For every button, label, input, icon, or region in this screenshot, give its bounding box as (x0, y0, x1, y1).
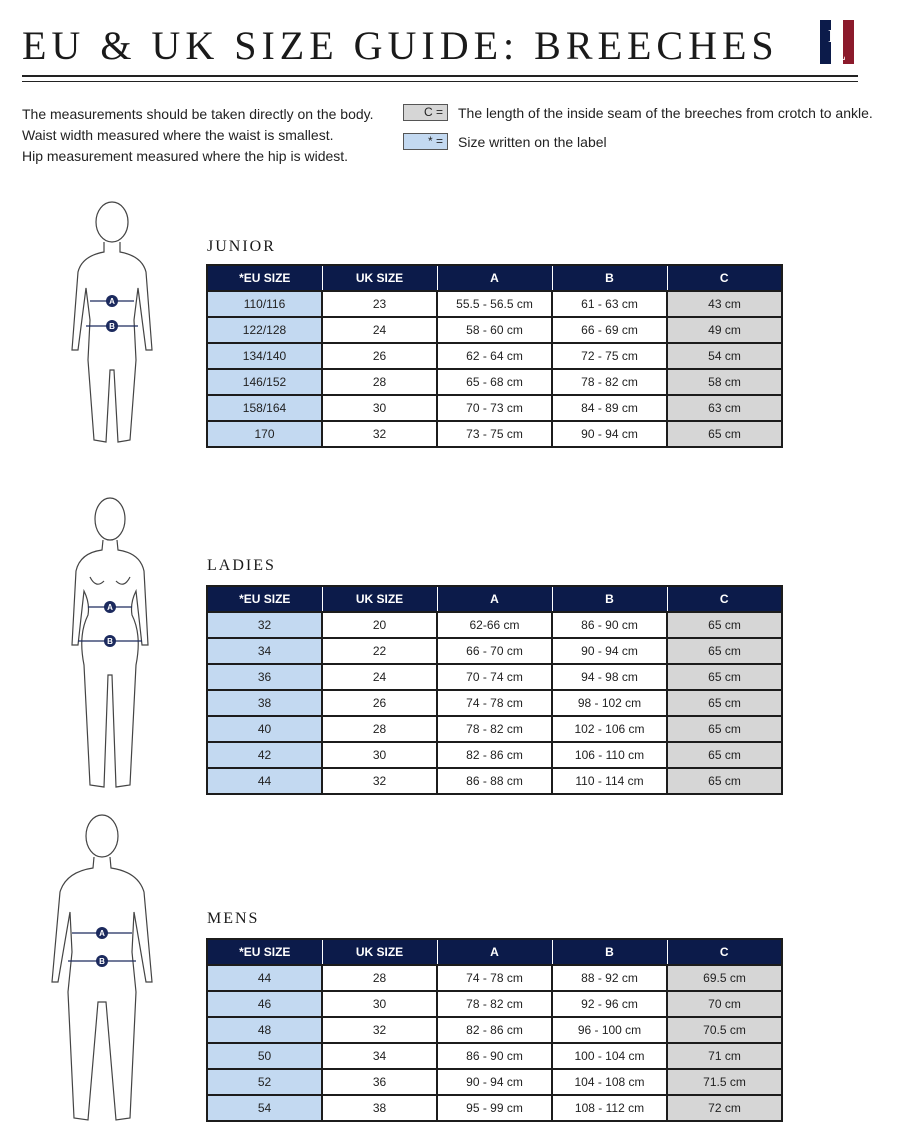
cell-b: 108 - 112 cm (552, 1095, 667, 1121)
cell-a: 58 - 60 cm (437, 317, 552, 343)
cell-b: 90 - 94 cm (552, 638, 667, 664)
cell-c: 69.5 cm (667, 965, 782, 991)
table-row (207, 690, 782, 716)
cell-b: 90 - 94 cm (552, 421, 667, 447)
cell-b: 88 - 92 cm (552, 965, 667, 991)
col-header-b: B (552, 586, 667, 612)
table-header-row (207, 939, 782, 965)
legend-text-c: The length of the inside seam of the breeches from crotch to ankle. (458, 104, 873, 121)
cell-b: 84 - 89 cm (552, 395, 667, 421)
title-rule-thick (22, 75, 858, 77)
col-header-uk: UK SIZE (322, 939, 437, 965)
cell-a: 74 - 78 cm (437, 965, 552, 991)
cell-b: 96 - 100 cm (552, 1017, 667, 1043)
cell-uk: 30 (322, 742, 437, 768)
cell-a: 74 - 78 cm (437, 690, 552, 716)
cell-c: 65 cm (667, 690, 782, 716)
table-row (207, 612, 782, 638)
col-header-c: C (667, 939, 782, 965)
cell-c: 63 cm (667, 395, 782, 421)
cell-c: 65 cm (667, 612, 782, 638)
cell-uk: 23 (322, 291, 437, 317)
cell-a: 70 - 73 cm (437, 395, 552, 421)
cell-uk: 30 (322, 395, 437, 421)
cell-a: 82 - 86 cm (437, 1017, 552, 1043)
cell-eu: 122/128 (207, 317, 322, 343)
cell-uk: 28 (322, 716, 437, 742)
cell-b: 104 - 108 cm (552, 1069, 667, 1095)
cell-a: 62 - 64 cm (437, 343, 552, 369)
cell-uk: 28 (322, 369, 437, 395)
size-table-mens (206, 938, 783, 1122)
junior-body-figure-icon (60, 200, 160, 450)
intro-line: The measurements should be taken directly on the body. (22, 106, 374, 122)
figure-marker-a: A (107, 603, 113, 612)
section-title-junior: JUNIOR (207, 238, 276, 255)
table-row (207, 395, 782, 421)
cell-eu: 52 (207, 1069, 322, 1095)
legend-text-eu: Size written on the label (458, 133, 607, 150)
cell-eu: 146/152 (207, 369, 322, 395)
col-header-a: A (437, 939, 552, 965)
cell-b: 61 - 63 cm (552, 291, 667, 317)
cell-b: 100 - 104 cm (552, 1043, 667, 1069)
col-header-eu: *EU SIZE (207, 265, 322, 291)
table-header-row (207, 586, 782, 612)
table-row (207, 1017, 782, 1043)
table-row (207, 1069, 782, 1095)
legend-item-c (403, 104, 873, 121)
ladies-body-figure-icon (60, 495, 160, 795)
cell-c: 65 cm (667, 716, 782, 742)
cell-eu: 46 (207, 991, 322, 1017)
col-header-eu: *EU SIZE (207, 939, 322, 965)
cell-c: 70.5 cm (667, 1017, 782, 1043)
cell-a: 86 - 90 cm (437, 1043, 552, 1069)
cell-eu: 50 (207, 1043, 322, 1069)
cell-c: 65 cm (667, 664, 782, 690)
table-row (207, 369, 782, 395)
cell-a: 90 - 94 cm (437, 1069, 552, 1095)
col-header-c: C (667, 586, 782, 612)
cell-eu: 44 (207, 965, 322, 991)
cell-c: 71.5 cm (667, 1069, 782, 1095)
table-row (207, 291, 782, 317)
figure-marker-b: B (109, 322, 115, 331)
cell-uk: 32 (322, 421, 437, 447)
page-title: EU & UK SIZE GUIDE: BREECHES (22, 23, 779, 68)
cell-c: 65 cm (667, 742, 782, 768)
cell-b: 106 - 110 cm (552, 742, 667, 768)
cell-uk: 26 (322, 690, 437, 716)
cell-eu: 158/164 (207, 395, 322, 421)
cell-uk: 34 (322, 1043, 437, 1069)
cell-eu: 134/140 (207, 343, 322, 369)
table-row (207, 742, 782, 768)
cell-eu: 48 (207, 1017, 322, 1043)
cell-uk: 22 (322, 638, 437, 664)
col-header-b: B (552, 939, 667, 965)
cell-a: 78 - 82 cm (437, 716, 552, 742)
intro-line: Hip measurement measured where the hip is widest. (22, 148, 349, 164)
figure-marker-b: B (107, 637, 113, 646)
cell-b: 66 - 69 cm (552, 317, 667, 343)
brand-logo-icon (820, 20, 854, 64)
mens-body-figure-icon (48, 812, 153, 1127)
table-row (207, 1095, 782, 1121)
cell-b: 86 - 90 cm (552, 612, 667, 638)
col-header-eu: *EU SIZE (207, 586, 322, 612)
cell-uk: 28 (322, 965, 437, 991)
cell-uk: 30 (322, 991, 437, 1017)
cell-a: 82 - 86 cm (437, 742, 552, 768)
cell-uk: 38 (322, 1095, 437, 1121)
cell-b: 102 - 106 cm (552, 716, 667, 742)
section-title-mens: MENS (207, 910, 260, 927)
cell-eu: 40 (207, 716, 322, 742)
cell-a: 78 - 82 cm (437, 991, 552, 1017)
cell-eu: 34 (207, 638, 322, 664)
table-row (207, 317, 782, 343)
col-header-a: A (437, 586, 552, 612)
intro-text (22, 104, 374, 167)
svg-text:K: K (828, 26, 841, 46)
cell-c: 65 cm (667, 638, 782, 664)
size-table-ladies (206, 585, 783, 795)
cell-b: 110 - 114 cm (552, 768, 667, 794)
cell-uk: 32 (322, 1017, 437, 1043)
legend-item-eu (403, 133, 607, 150)
cell-a: 62-66 cm (437, 612, 552, 638)
cell-c: 70 cm (667, 991, 782, 1017)
cell-c: 72 cm (667, 1095, 782, 1121)
size-table-junior (206, 264, 783, 448)
cell-a: 95 - 99 cm (437, 1095, 552, 1121)
cell-eu: 44 (207, 768, 322, 794)
cell-uk: 36 (322, 1069, 437, 1095)
cell-a: 86 - 88 cm (437, 768, 552, 794)
table-row (207, 965, 782, 991)
cell-c: 71 cm (667, 1043, 782, 1069)
figure-marker-b: B (99, 957, 105, 966)
cell-b: 94 - 98 cm (552, 664, 667, 690)
cell-eu: 170 (207, 421, 322, 447)
cell-c: 58 cm (667, 369, 782, 395)
table-row (207, 768, 782, 794)
intro-line: Waist width measured where the waist is smallest. (22, 127, 334, 143)
table-row (207, 991, 782, 1017)
cell-b: 72 - 75 cm (552, 343, 667, 369)
cell-a: 65 - 68 cm (437, 369, 552, 395)
col-header-b: B (552, 265, 667, 291)
cell-c: 65 cm (667, 421, 782, 447)
cell-eu: 36 (207, 664, 322, 690)
cell-a: 70 - 74 cm (437, 664, 552, 690)
cell-c: 65 cm (667, 768, 782, 794)
col-header-a: A (437, 265, 552, 291)
cell-a: 55.5 - 56.5 cm (437, 291, 552, 317)
cell-uk: 32 (322, 768, 437, 794)
title-rule-thin (22, 81, 858, 82)
cell-uk: 24 (322, 664, 437, 690)
table-row (207, 638, 782, 664)
figure-marker-a: A (99, 929, 105, 938)
cell-a: 66 - 70 cm (437, 638, 552, 664)
col-header-uk: UK SIZE (322, 265, 437, 291)
col-header-uk: UK SIZE (322, 586, 437, 612)
cell-c: 49 cm (667, 317, 782, 343)
section-title-ladies: LADIES (207, 557, 276, 574)
cell-b: 98 - 102 cm (552, 690, 667, 716)
col-header-c: C (667, 265, 782, 291)
legend-key-eu: * = (403, 133, 448, 150)
cell-b: 78 - 82 cm (552, 369, 667, 395)
cell-uk: 26 (322, 343, 437, 369)
cell-eu: 110/116 (207, 291, 322, 317)
table-row (207, 421, 782, 447)
cell-eu: 32 (207, 612, 322, 638)
table-header-row (207, 265, 782, 291)
cell-uk: 20 (322, 612, 437, 638)
figure-marker-a: A (109, 297, 115, 306)
cell-c: 54 cm (667, 343, 782, 369)
cell-uk: 24 (322, 317, 437, 343)
cell-a: 73 - 75 cm (437, 421, 552, 447)
cell-b: 92 - 96 cm (552, 991, 667, 1017)
table-row (207, 1043, 782, 1069)
table-row (207, 664, 782, 690)
legend-key-c: C = (403, 104, 448, 121)
cell-c: 43 cm (667, 291, 782, 317)
svg-text:L: L (835, 44, 846, 64)
table-row (207, 716, 782, 742)
cell-eu: 38 (207, 690, 322, 716)
table-row (207, 343, 782, 369)
cell-eu: 42 (207, 742, 322, 768)
cell-eu: 54 (207, 1095, 322, 1121)
